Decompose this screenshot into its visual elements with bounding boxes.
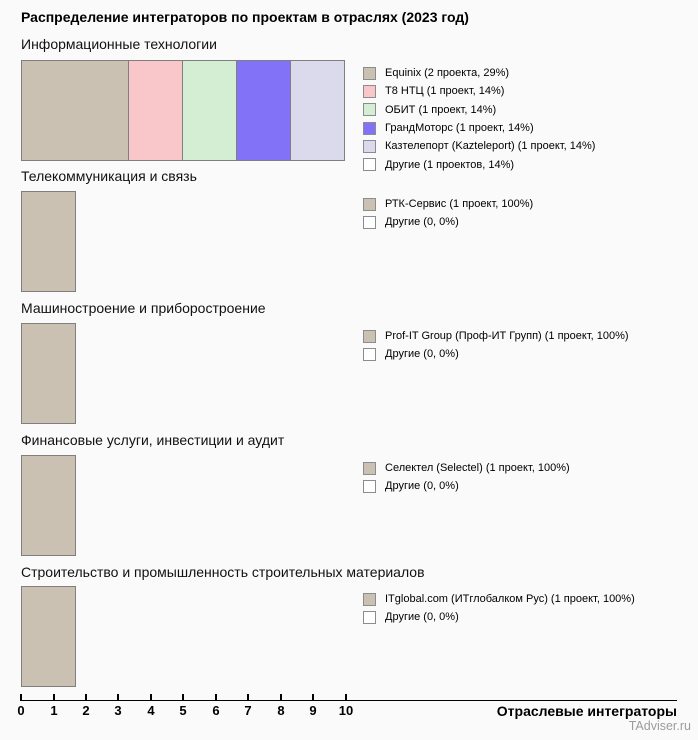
bar-telecom <box>21 191 76 292</box>
tick-mark <box>247 694 248 701</box>
legend-swatch-others <box>363 480 376 493</box>
legend-item <box>363 477 570 495</box>
legend-label: Другие (0, 0%) <box>385 216 459 229</box>
legend-label: Другие (0, 0%) <box>385 348 459 361</box>
legend-item <box>363 608 635 626</box>
legend-finance <box>363 459 570 496</box>
section-heading-finance: Финансовые услуги, инвестиции и аудит <box>21 432 285 448</box>
legend-label: Другие (0, 0%) <box>385 480 459 493</box>
legend-label: Другие (1 проектов, 14%) <box>385 158 515 171</box>
legend-label: Селектел (Selectel) (1 проект, 100%) <box>385 462 570 475</box>
legend-swatch-others <box>363 611 376 624</box>
legend-item <box>363 64 595 82</box>
tick-mark <box>215 694 216 701</box>
x-axis-title: Отраслевые интеграторы <box>496 703 677 719</box>
tick-mark <box>345 694 346 701</box>
tick-mark <box>182 694 183 701</box>
tick-label: 2 <box>82 703 90 718</box>
legend-item <box>363 119 595 137</box>
legend-swatch-others <box>363 348 376 361</box>
legend-swatch-prof-it-group <box>363 330 376 343</box>
tick-mark <box>53 694 54 701</box>
legend-swatch-grandmotors <box>363 122 376 135</box>
legend-machinery <box>363 327 629 364</box>
legend-item <box>363 137 595 155</box>
legend-telecom <box>363 195 533 232</box>
tick-label: 0 <box>17 703 25 718</box>
legend-label: ОБИТ (1 проект, 14%) <box>385 103 497 116</box>
legend-construction <box>363 590 635 627</box>
bar-segment-rtk-service <box>21 191 76 292</box>
x-axis-line <box>21 700 677 701</box>
tick-label: 8 <box>277 703 285 718</box>
bar-segment-grandmotors <box>237 60 291 161</box>
tick-label: 7 <box>244 703 252 718</box>
section-heading-it: Информационные технологии <box>21 36 217 52</box>
legend-item <box>363 155 595 173</box>
tick-mark <box>117 694 118 701</box>
legend-swatch-selectel <box>363 462 376 475</box>
tick-label: 5 <box>179 703 187 718</box>
legend-swatch-others <box>363 158 376 171</box>
legend-label: ITglobal.com (ИТглобалком Рус) (1 проект, 100%) <box>385 593 635 606</box>
bar-segment-kazteleport <box>291 60 345 161</box>
bar-segment-t8-ntc <box>129 60 183 161</box>
legend-swatch-equinix <box>363 67 376 80</box>
legend-item <box>363 590 635 608</box>
chart-title: Распределение интеграторов по проектам в отраслях (2023 год) <box>21 9 469 25</box>
legend-swatch-kazteleport <box>363 140 376 153</box>
tick-label: 3 <box>114 703 122 718</box>
legend-label: РТК-Сервис (1 проект, 100%) <box>385 198 534 211</box>
tadviser-watermark: TAdviser.ru <box>628 719 691 733</box>
legend-label: Другие (0, 0%) <box>385 611 459 624</box>
tick-mark <box>150 694 151 701</box>
section-heading-machinery: Машиностроение и приборостроение <box>21 300 266 316</box>
legend-label: Prof-IT Group (Проф-ИТ Групп) (1 проект, 100%) <box>385 330 629 343</box>
legend-swatch-obit <box>363 103 376 116</box>
legend-item <box>363 213 533 231</box>
legend-label: Equinix (2 проекта, 29%) <box>385 67 510 80</box>
bar-segment-selectel <box>21 455 76 556</box>
bar-segment-itglobal <box>21 586 76 687</box>
legend-item <box>363 345 629 363</box>
legend-item <box>363 82 595 100</box>
legend-swatch-others <box>363 216 376 229</box>
section-heading-construction: Строительство и промышленность строительных материалов <box>21 564 425 580</box>
bar-segment-prof-it-group <box>21 323 76 424</box>
tick-label: 6 <box>212 703 220 718</box>
tick-label: 9 <box>309 703 317 718</box>
tick-mark <box>85 694 86 701</box>
legend-swatch-t8-ntc <box>363 85 376 98</box>
bar-segment-obit <box>183 60 237 161</box>
tick-label: 10 <box>338 703 354 718</box>
legend-item <box>363 327 629 345</box>
bar-finance <box>21 455 76 556</box>
bar-it <box>21 60 345 161</box>
tick-mark <box>312 694 313 701</box>
legend-item <box>363 195 533 213</box>
bar-machinery <box>21 323 76 424</box>
legend-item <box>363 101 595 119</box>
tick-label: 1 <box>50 703 58 718</box>
tick-mark <box>280 694 281 701</box>
legend-swatch-rtk-service <box>363 198 376 211</box>
tick-label: 4 <box>147 703 155 718</box>
legend-label: Казтелепорт (Kazteleport) (1 проект, 14%) <box>385 140 596 153</box>
bar-construction <box>21 586 76 687</box>
legend-item <box>363 459 570 477</box>
bar-segment-equinix <box>21 60 129 161</box>
tick-mark <box>20 694 21 701</box>
section-heading-telecom: Телекоммуникация и связь <box>21 168 197 184</box>
legend-it <box>363 64 595 174</box>
legend-label: ГрандМоторс (1 проект, 14%) <box>385 122 534 135</box>
legend-label: Т8 НТЦ (1 проект, 14%) <box>385 85 505 98</box>
legend-swatch-itglobal <box>363 593 376 606</box>
